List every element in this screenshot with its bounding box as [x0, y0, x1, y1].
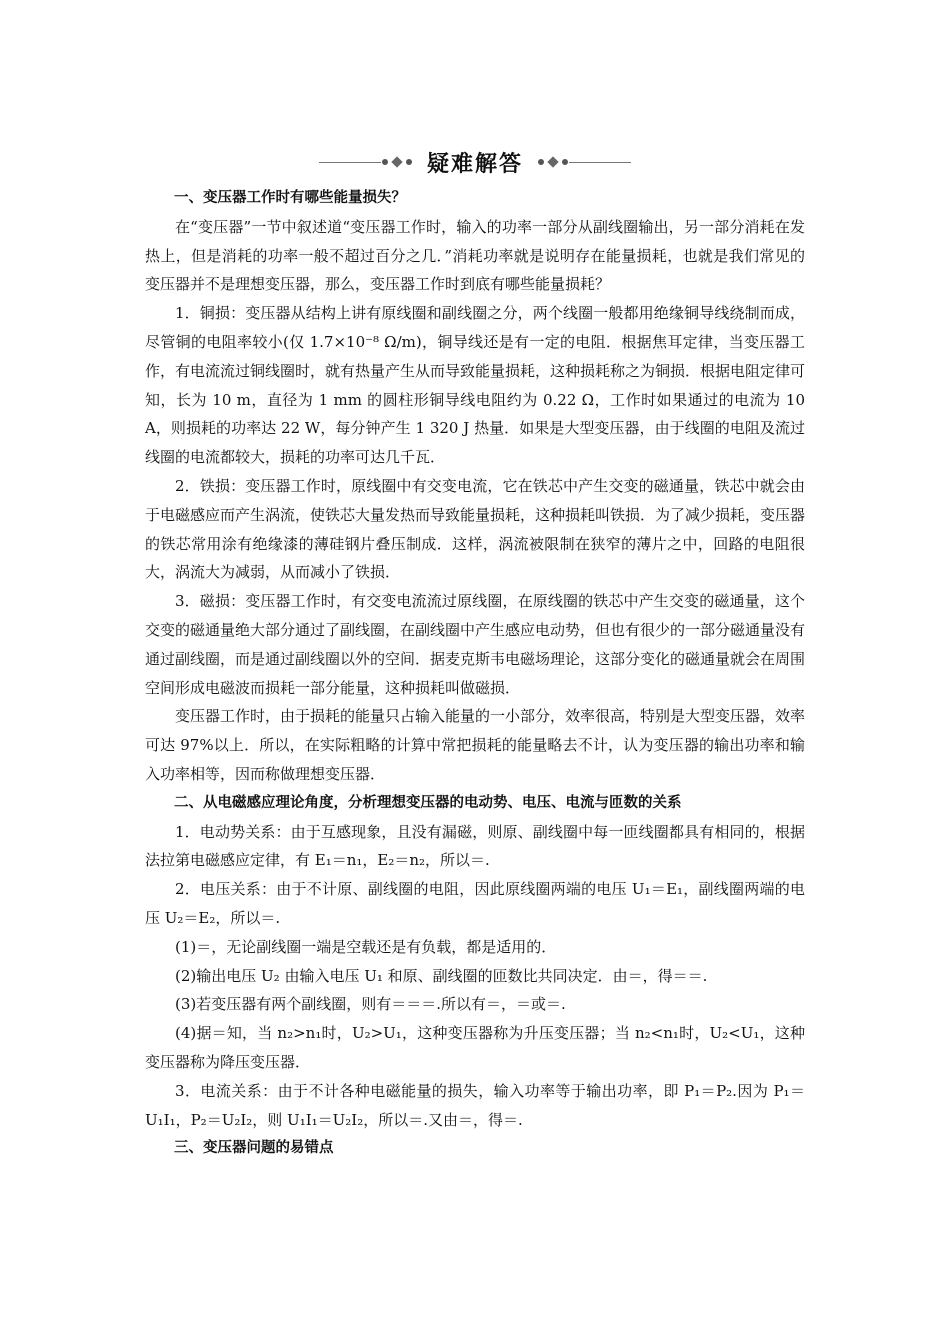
article-body	[145, 184, 805, 1163]
paragraph-voltage-note-3: (3)若变压器有两个副线圈，则有＝＝＝.所以有＝，＝或＝.	[175, 995, 566, 1014]
paragraph-iron-loss: 2．铁损：变压器工作时，原线圈中有交变电流，它在铁芯中产生交变的磁通量，铁芯中就会由于电磁感应而产生涡流，使铁芯大量发热而导致能量损耗，这种损耗叫铁损．为了减少损耗，变压器的铁芯常用涂有绝缘漆的薄硅钢片叠压制成．这样，涡流被限制在狭窄的薄片之中，回路的电阻很大，涡流大为减弱，从而减小了铁损．	[145, 476, 806, 582]
heading-energy-loss: 一、变压器工作时有哪些能量损失？	[174, 190, 406, 206]
page-title: 疑难解答	[426, 151, 523, 177]
paragraph-voltage-note-2: (2)输出电压 U₂ 由输入电压 U₁ 和原、副线圈的匝数比共同决定．由＝，得＝＝.	[175, 966, 708, 985]
left-ornament-icon	[319, 158, 413, 166]
paragraph-copper-loss: 1．铜损：变压器从结构上讲有原线圈和副线圈之分，两个线圈一般都用绝缘铜导线绕制而成，尽管铜的电阻率较小(仅 1.7×10⁻⁸ Ω/m)，铜导线还是有一定的电阻．根据焦耳定律，当变压器工作，有电流流过铜线圈时，就有热量产生从而导致能量损耗，这种损耗称之为铜损．根据电阻定律可知，长为 10 m，直径为 1 mm 的圆柱形铜导线电阻约为 0.22 Ω，工作时如果通过的电流为 10 A，则损耗的功率达 22 W，每分钟产生 1 320 J 热量．如果是大型变压器，由于线圈的电阻及流过线圈的电流都较大，损耗的功率可达几千瓦．	[145, 304, 806, 467]
heading-relations: 二、从电磁感应理论角度，分析理想变压器的电动势、电压、电流与匝数的关系	[174, 794, 682, 811]
paragraph-voltage-relation: 2．电压关系：由于不计原、副线圈的电阻，因此原线圈两端的电压 U₁＝E₁，副线圈两端的电压 U₂＝E₂，所以＝.	[145, 880, 805, 927]
paragraph-voltage-note-4: (4)据＝知，当 n₂>n₁时，U₂>U₁，这种变压器称为升压变压器；当 n₂<n₁时，U₂<U₁，这种变压器称为降压变压器．	[145, 1024, 805, 1071]
right-ornament-icon	[537, 158, 631, 166]
paragraph-voltage-note-1: (1)＝，无论副线圈一端是空载还是有负载，都是适用的．	[175, 937, 557, 956]
paragraph-current-relation: 3．电流关系：由于不计各种电磁能量的损失，输入功率等于输出功率，即 P₁＝P₂.因为 P₁＝U₁I₁，P₂＝U₂I₂，则 U₁I₁＝U₂I₂，所以＝.又由＝，得＝.	[145, 1081, 805, 1129]
section-banner	[145, 140, 805, 184]
document-page	[145, 140, 805, 1163]
paragraph-emf-relation: 1．电动势关系：由于互感现象，且没有漏磁，则原、副线圈中每一匝线圈都具有相同的，根据法拉第电磁感应定律，有 E₁＝n₁，E₂＝n₂，所以＝.	[145, 822, 805, 870]
paragraph-magnetic-loss: 3．磁损：变压器工作时，有交变电流流过原线圈，在原线圈的铁芯中产生交变的磁通量，这个交变的磁通量绝大部分通过了副线圈，在副线圈中产生感应电动势，但也有很少的一部分磁通量没有通过副线圈，而是通过副线圈以外的空间．据麦克斯韦电磁场理论，这部分变化的磁通量就会在周围空间形成电磁波而损耗一部分能量，这种损耗叫做磁损．	[145, 592, 806, 697]
heading-common-mistakes: 三、变压器问题的易错点	[174, 1140, 334, 1157]
paragraph-efficiency: 变压器工作时，由于损耗的能量只占输入能量的一小部分，效率很高，特别是大型变压器，效率可达 97%以上．所以，在实际粗略的计算中常把损耗的能量略去不计，认为变压器的输出功率和输入功率相等，因而称做理想变压器．	[145, 707, 806, 783]
paragraph-intro: 在“变压器”一节中叙述道“变压器工作时，输入的功率一部分从副线圈输出，另一部分消耗在发热上，但是消耗的功率一般不超过百分之几．”消耗功率就是说明存在能量损耗，也就是我们常见的变压器并不是理想变压器，那么，变压器工作时到底有哪些能量损耗？	[145, 217, 805, 294]
